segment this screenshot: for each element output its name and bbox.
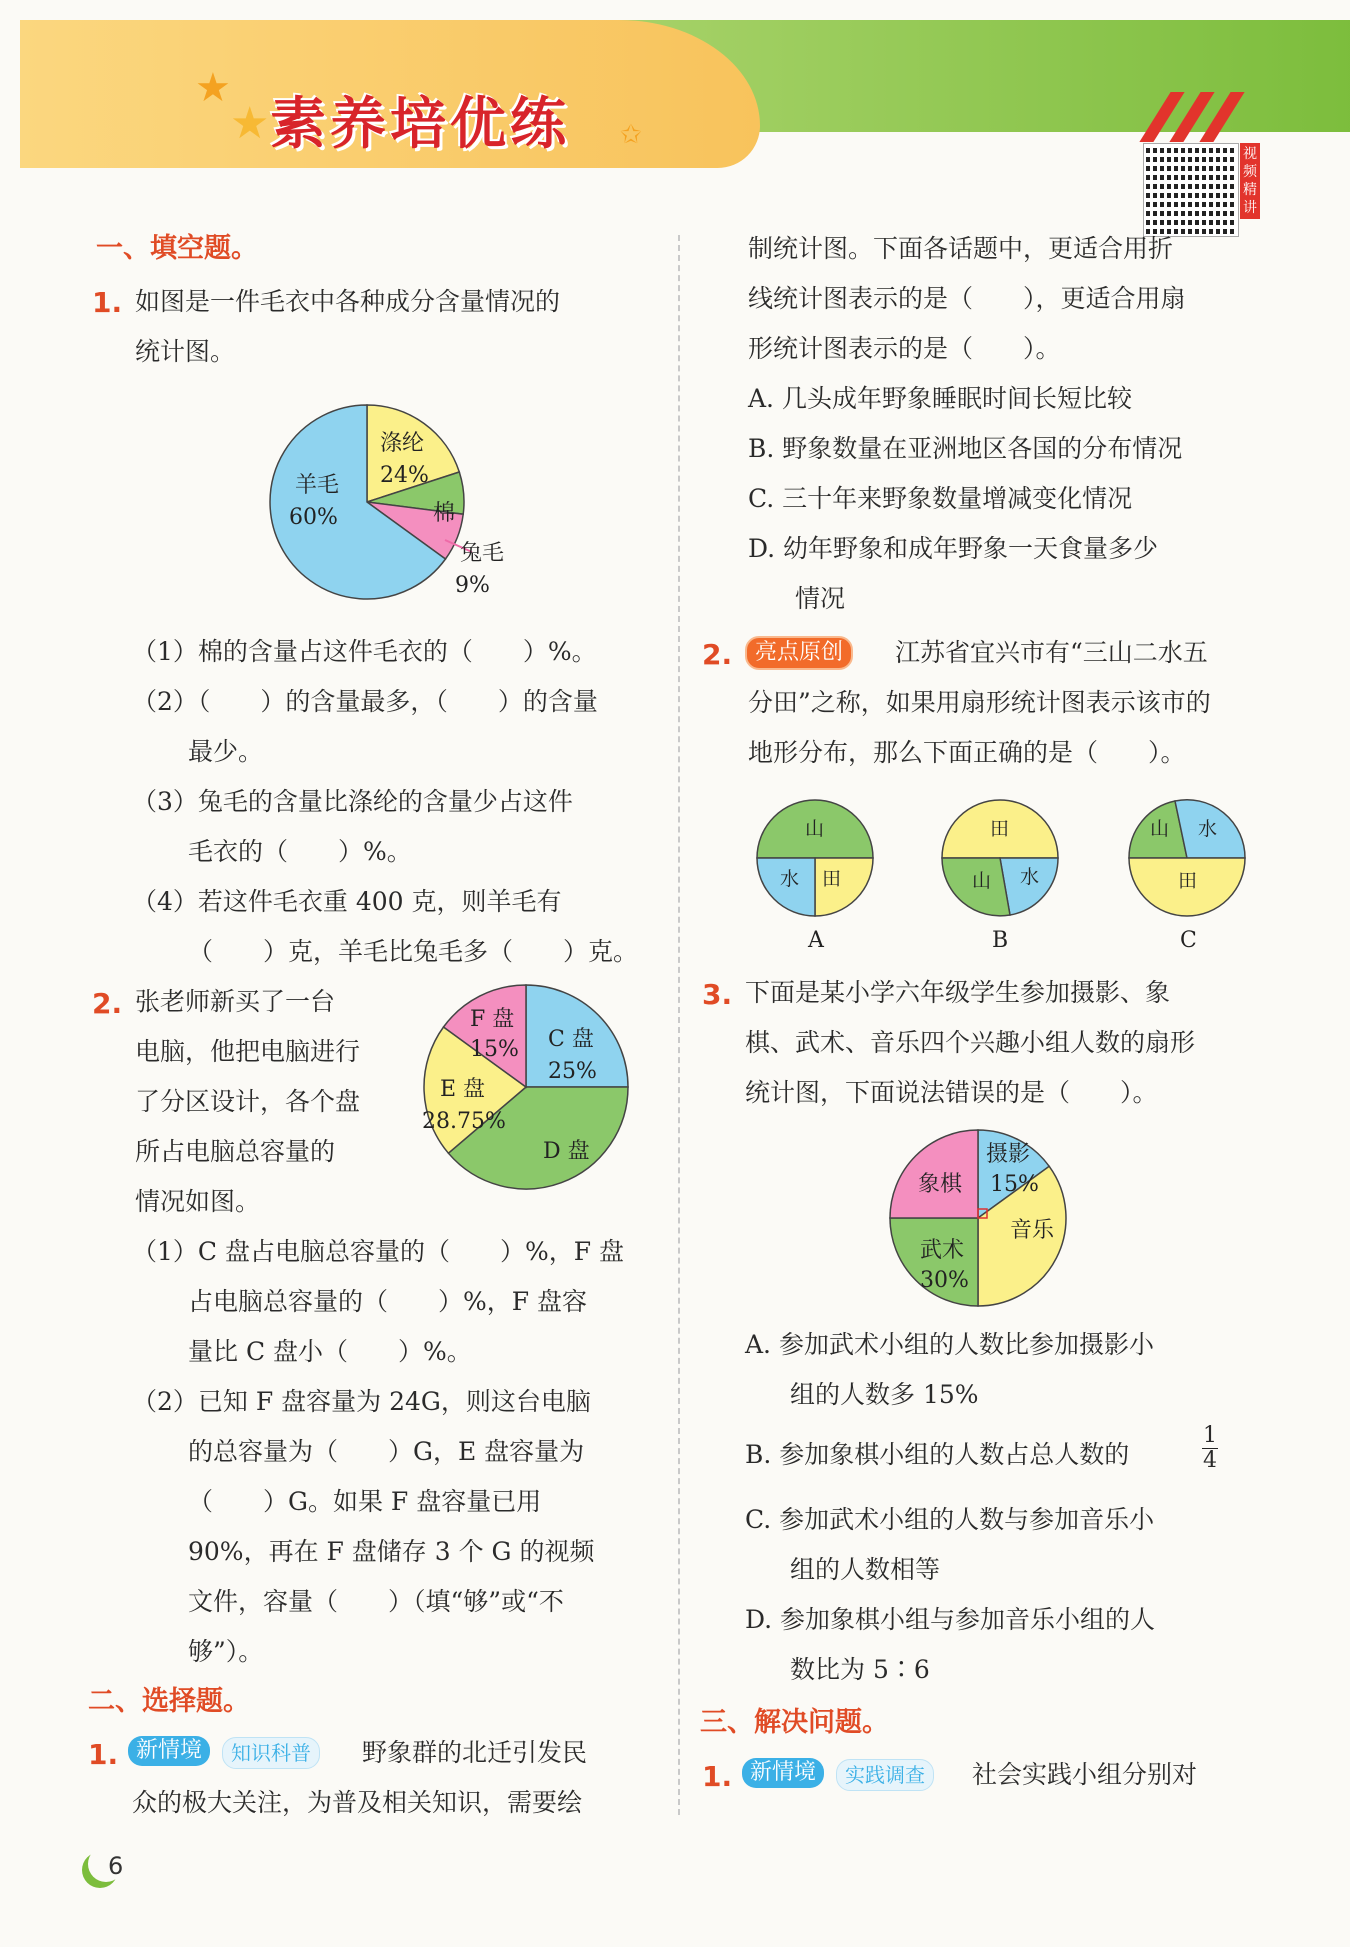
pie-option-c [1129, 800, 1245, 916]
video-label: 视频精讲 [1240, 143, 1260, 219]
label-c-pct: 25% [548, 1059, 597, 1084]
question-text: 分田”之称，如果用扇形统计图表示该市的 [748, 688, 1211, 717]
option-b: B. 参加象棋小组的人数占总人数的 [745, 1440, 1130, 1469]
fraction-one-quarter [1200, 1424, 1220, 1473]
question-number: 1. [88, 1738, 119, 1771]
question-text: 电脑，他把电脑进行 [135, 1037, 361, 1066]
star-icon: ★ [195, 65, 231, 111]
pc-tian: 田 [1178, 870, 1198, 892]
label-dilun: 涤纶 [380, 431, 425, 456]
label-f-pct: 15% [470, 1037, 519, 1062]
tag-practice: 实践调查 [836, 1759, 934, 1791]
option-a: A. 几头成年野象睡眠时间长短比较 [748, 384, 1132, 413]
subquestion: （3）兔毛的含量比涤纶的含量少占这件 [132, 787, 573, 816]
qr-pattern [1146, 146, 1236, 234]
subquestion-cont: 最少。 [188, 737, 264, 766]
question-text: 统计图，下面说法错误的是（ ）。 [745, 1078, 1158, 1107]
column-divider [678, 235, 680, 1815]
label-e: E 盘 [440, 1077, 486, 1102]
option-d-cont: 情况 [795, 584, 846, 613]
question-text: 形统计图表示的是（ ）。 [748, 334, 1061, 363]
terrain-pie-options [750, 795, 1260, 965]
pa-label: A [808, 928, 824, 953]
subquestion: （1）棉的含量占这件毛衣的（ ）%。 [132, 637, 597, 666]
star-icon: ★ [230, 98, 270, 149]
subquestion-cont: 占电脑总容量的（ ）%，F 盘容 [188, 1287, 588, 1316]
tag-new-context: 新情境 [128, 1736, 210, 1766]
subquestion: （4）若这件毛衣重 400 克，则羊毛有 [132, 887, 562, 916]
tag-original: 亮点原创 [745, 636, 853, 670]
label-sheying-pct: 15% [990, 1172, 1039, 1197]
label-dilun-pct: 24% [380, 463, 429, 488]
page-header [20, 20, 1340, 170]
subquestion-cont: （ ）G。如果 F 盘容量已用 [188, 1487, 542, 1516]
pb-shan: 山 [972, 870, 992, 892]
option-a-cont: 组的人数多 15% [790, 1380, 979, 1409]
label-mian: 棉 [433, 501, 456, 526]
star-icon: ✩ [620, 120, 642, 150]
pb-shui: 水 [1020, 866, 1040, 888]
interest-group-pie-chart [878, 1125, 1088, 1315]
question-text: 制统计图。下面各话题中，更适合用折 [748, 234, 1174, 263]
subquestion: （2）已知 F 盘容量为 24G，则这台电脑 [132, 1387, 591, 1416]
label-xiangqi: 象棋 [918, 1172, 963, 1197]
question-text: 江苏省宜兴市有“三山二水五 [895, 638, 1208, 667]
label-f: F 盘 [470, 1007, 515, 1032]
pa-shui: 水 [780, 868, 800, 890]
subquestion-cont: 够”）。 [188, 1637, 264, 1666]
label-wushu-pct: 30% [920, 1268, 969, 1293]
subquestion-cont: （ ）克，羊毛比兔毛多（ ）克。 [188, 937, 639, 966]
question-text: 社会实践小组分别对 [972, 1760, 1198, 1789]
fraction-denominator: 4 [1203, 1448, 1217, 1473]
wool-pie-chart [255, 400, 525, 610]
page-title: 素养培优练 [270, 92, 570, 157]
subquestion-cont: 的总容量为（ ）G，E 盘容量为 [188, 1437, 585, 1466]
fraction-numerator: 1 [1203, 1423, 1217, 1448]
subquestion-cont: 毛衣的（ ）%。 [188, 837, 412, 866]
question-text: 地形分布，那么下面正确的是（ ）。 [748, 738, 1186, 767]
option-c: C. 三十年来野象数量增减变化情况 [748, 484, 1133, 513]
label-sheying: 摄影 [986, 1142, 1031, 1167]
question-text: 众的极大关注，为普及相关知识，需要绘 [132, 1788, 583, 1817]
subquestion: （2）（ ）的含量最多，（ ）的含量 [132, 687, 598, 716]
label-d: D 盘 [543, 1139, 590, 1164]
question-number: 2. [702, 638, 733, 671]
question-text: 线统计图表示的是（ ），更适合用扇 [748, 284, 1186, 313]
pc-shan: 山 [1150, 818, 1170, 840]
page-number: 6 [108, 1852, 124, 1880]
disk-pie-chart [408, 982, 648, 1192]
label-c: C 盘 [548, 1027, 594, 1052]
question-number: 1. [702, 1760, 733, 1793]
question-text: 张老师新买了一台 [135, 987, 336, 1016]
qr-code[interactable] [1143, 143, 1239, 237]
option-d: D. 幼年野象和成年野象一天食量多少 [748, 534, 1159, 563]
option-b: B. 野象数量在亚洲地区各国的分布情况 [748, 434, 1183, 463]
pa-tian: 田 [822, 868, 842, 890]
option-c-cont: 组的人数相等 [790, 1555, 941, 1584]
question-number: 1. [92, 286, 123, 319]
pb-label: B [992, 928, 1009, 953]
label-yangmao-pct: 60% [289, 505, 338, 530]
option-d-cont: 数比为 5∶6 [790, 1655, 930, 1684]
question-text: 了分区设计，各个盘 [135, 1087, 361, 1116]
pa-shan: 山 [805, 818, 825, 840]
option-d: D. 参加象棋小组与参加音乐小组的人 [745, 1605, 1156, 1634]
stripes-decoration [1155, 92, 1245, 146]
pb-tian: 田 [990, 818, 1010, 840]
pc-shui: 水 [1198, 818, 1218, 840]
label-wushu: 武术 [920, 1238, 965, 1263]
question-text: 下面是某小学六年级学生参加摄影、象 [745, 978, 1171, 1007]
tag-science: 知识科普 [222, 1737, 320, 1769]
subquestion-cont: 90%，再在 F 盘储存 3 个 G 的视频 [188, 1537, 595, 1566]
label-tumao: 兔毛 [460, 541, 505, 566]
section-heading-fill: 一、填空题。 [96, 233, 258, 264]
question-text: 如图是一件毛衣中各种成分含量情况的 [135, 287, 561, 316]
label-yangmao: 羊毛 [295, 473, 340, 498]
question-text: 棋、武术、音乐四个兴趣小组人数的扇形 [745, 1028, 1196, 1057]
label-yinyue: 音乐 [1010, 1218, 1055, 1243]
question-text: 野象群的北迁引发民 [362, 1738, 588, 1767]
subquestion: （1）C 盘占电脑总容量的（ ）%，F 盘 [132, 1237, 625, 1266]
option-c: C. 参加武术小组的人数与参加音乐小 [745, 1505, 1155, 1534]
subquestion-cont: 文件，容量（ ）（填“够”或“不 [188, 1587, 564, 1616]
section-heading-choice: 二、选择题。 [88, 1686, 250, 1717]
section-heading-solve: 三、解决问题。 [700, 1707, 889, 1738]
label-e-pct: 28.75% [422, 1109, 506, 1134]
question-text: 情况如图。 [135, 1187, 261, 1216]
pc-label: C [1180, 928, 1197, 953]
question-text: 所占电脑总容量的 [135, 1137, 336, 1166]
question-number: 2. [92, 987, 123, 1020]
subquestion-cont: 量比 C 盘小（ ）%。 [188, 1337, 472, 1366]
label-tumao-pct: 9% [455, 573, 490, 598]
tag-new-context: 新情境 [742, 1758, 824, 1788]
option-a: A. 参加武术小组的人数比参加摄影小 [745, 1330, 1154, 1359]
question-number: 3. [702, 978, 733, 1011]
question-text: 统计图。 [135, 337, 236, 366]
